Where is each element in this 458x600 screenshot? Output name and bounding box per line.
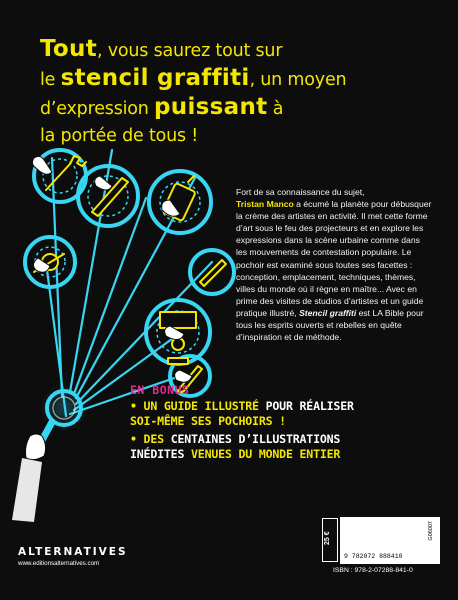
publisher-logo: ALTERNATIVES [18,546,128,558]
bonus-text: DES [136,432,171,446]
headline-line-4: la portée de tous ! [40,126,199,146]
description-text: est LA Bible pour tous les esprits ouverts et rebelles en quête d’inspiration et de méthode. [236,307,424,343]
description-paragraph [236,186,432,343]
barcode-side-code: G06007 [428,521,434,541]
headline-stencil-graffiti: stencil graffiti [60,65,250,91]
magnifying-glass-icon [12,384,88,522]
headline-puissant: puissant [154,94,268,120]
bonus-text: SOI-MÊME SES POCHOIRS ! [130,413,286,428]
headline-tout: Tout [40,36,98,62]
publisher-website: www.editionsalternatives.com [18,560,100,567]
bonus-text: CENTAINES D’ILLUSTRATIONS [170,432,341,446]
author-name: Tristan Manco [236,199,294,210]
bullet-icon: • [130,432,137,446]
bonus-text: UN GUIDE ILLUSTRÉ [136,399,266,413]
headline-text: , un moyen [249,70,347,90]
isbn: ISBN : 978-2-07288-841-0 [333,567,413,574]
headline [40,36,440,150]
bonus-text: POUR RÉALISER [265,399,354,413]
description-intro: Fort de sa connaissance du sujet, [236,187,365,197]
headline-text: le [40,70,61,90]
bonus-section [130,383,430,465]
bullet-icon: • [130,399,137,413]
headline-line-2 [40,65,440,94]
price: 25 € [324,531,331,545]
headline-line-1 [40,36,440,65]
headline-text: d’expression [40,99,155,119]
book-title: Stencil graffiti [299,307,357,318]
bonus-item [130,399,430,428]
description-text: a écumé la planète pour débusquer la crème des artistes en activité. Il met cette forme d’art sous le feu des projecteurs et en explore les expressions dans la scène urbaine comme dans les mouvements de contestation populaire. Le pochoir est examiné sous toutes ses facettes : conception, emplacement, techniques, thèmes, villes du monde où il règne en maître... Avec en prime des visites de studios d’artistes et un guide pratique illustré, [236,199,432,318]
bonus-text: INÉDITES [130,446,192,461]
barcode-digits: 9 782072 888410 [344,553,403,560]
barcode-box [340,517,440,564]
bonus-item [130,432,430,461]
headline-text: à [267,99,284,119]
bonus-title: EN BONUS [130,383,190,397]
headline-line-3 [40,94,440,123]
headline-text: , vous saurez tout sur [97,41,283,61]
bonus-text: VENUES DU MONDE ENTIER [191,446,341,461]
